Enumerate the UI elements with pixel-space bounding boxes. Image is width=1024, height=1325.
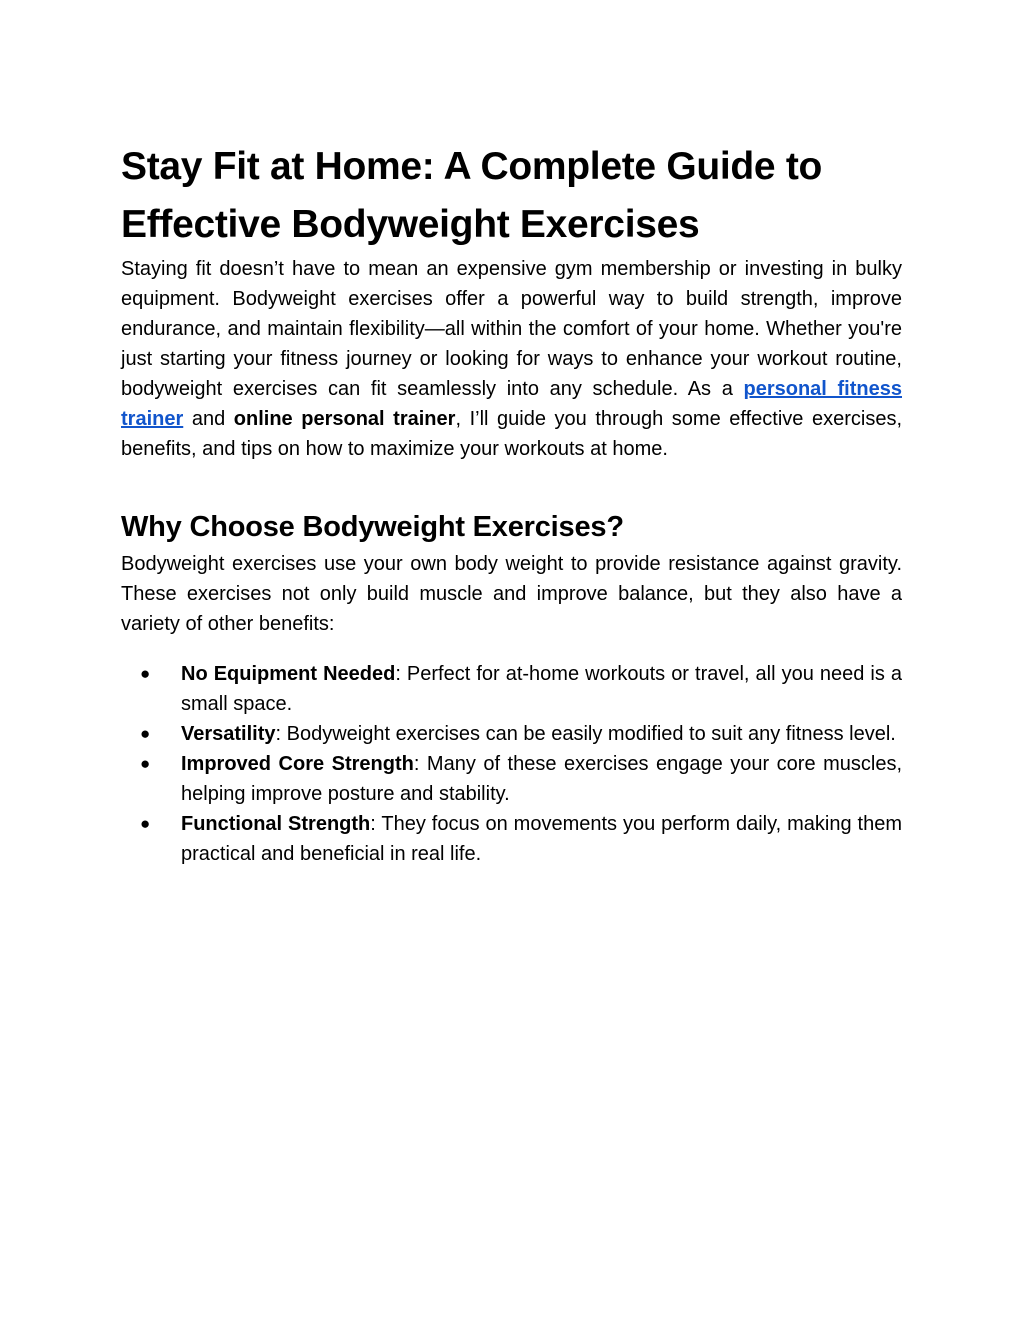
list-item (121, 749, 902, 809)
personal-fitness-trainer-link[interactable]: personal fitness trainer (121, 378, 902, 430)
benefit-description: : They focus on movements you perform daily, making them practical and beneficial in real life. (181, 813, 902, 865)
list-item (121, 719, 902, 749)
benefit-term: Functional Strength (181, 813, 371, 835)
list-item (121, 809, 902, 869)
section-paragraph: Bodyweight exercises use your own body weight to provide resistance against gravity. These exercises not only build muscle and improve balance, but they also have a variety of other benefits: (121, 553, 902, 635)
intro-paragraph (121, 254, 902, 464)
benefit-term: Improved Core Strength (181, 753, 414, 775)
online-personal-trainer-bold: online personal trainer (233, 408, 456, 430)
intro-text-1: Staying fit doesn’t have to mean an expensive gym membership or investing in bulky equipment. Bodyweight exercises offer a powerful way to build strength, improve endurance, and maintain flexibility—all within the comfort of your home. Whether you're just starting your fitness journey or looking for ways to enhance your workout routine, bodyweight exercises can fit seamlessly into any schedule. As a (121, 258, 902, 400)
benefit-description: : Bodyweight exercises can be easily modified to suit any fitness level. (275, 723, 896, 745)
benefit-description: : Many of these exercises engage your core muscles, helping improve posture and stability. (181, 753, 902, 805)
benefit-description: : Perfect for at-home workouts or travel, all you need is a small space. (181, 663, 902, 715)
benefit-term: Versatility (181, 723, 276, 745)
benefits-list (121, 659, 902, 869)
bullet-icon: ● (140, 724, 151, 743)
page-title: Stay Fit at Home: A Complete Guide to Effective Bodyweight Exercises (121, 145, 823, 246)
bullet-icon: ● (140, 754, 151, 773)
section-heading: Why Choose Bodyweight Exercises? (121, 511, 624, 543)
intro-text-2: and (183, 408, 234, 430)
bullet-icon: ● (140, 664, 151, 683)
intro-text-3: , I’ll guide you through some effective exercises, benefits, and tips on how to maximize your workouts at home. (121, 408, 902, 460)
bullet-icon: ● (140, 814, 151, 833)
benefit-term: No Equipment Needed (181, 663, 396, 685)
document-page (121, 138, 902, 869)
list-item (121, 659, 902, 719)
